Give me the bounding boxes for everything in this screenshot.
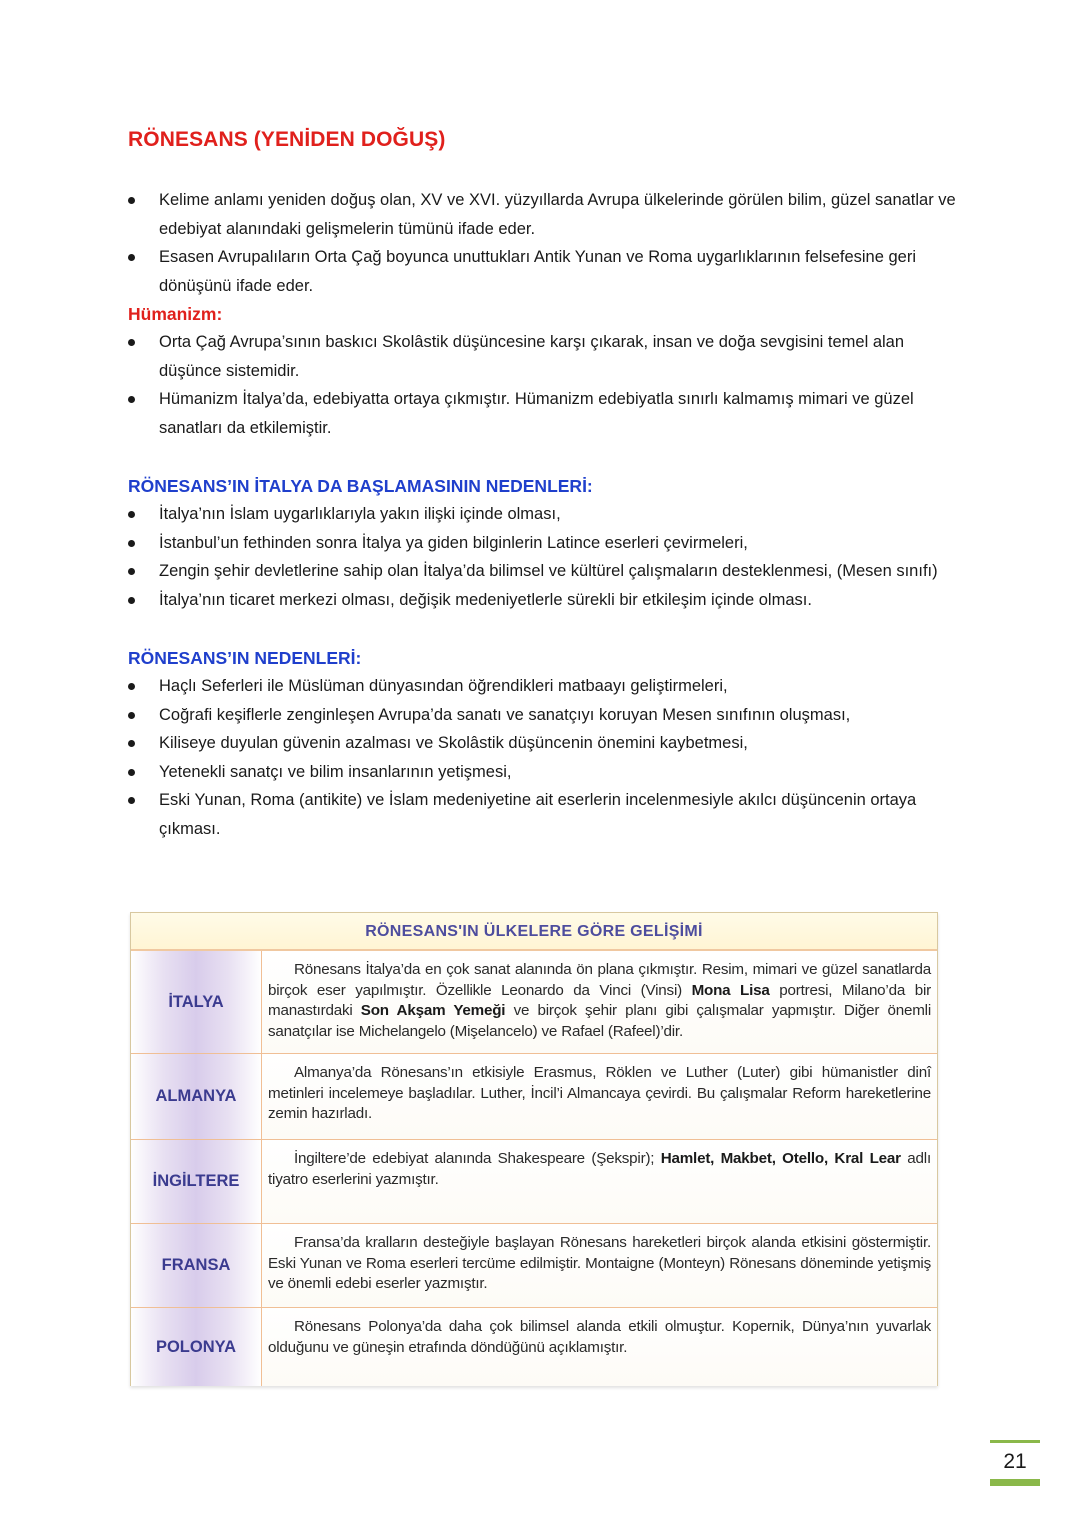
- list-item: İtalya’nın ticaret merkezi olması, değişik medeniyetlerle sürekli bir etkileşim içinde olması.: [128, 586, 958, 615]
- country-description: [262, 1308, 937, 1386]
- table-row: [131, 951, 937, 1054]
- list-item: Orta Çağ Avrupa’sının baskıcı Skolâstik düşüncesine karşı çıkarak, insan ve doğa sevgisini temel alan düşünce sistemidir.: [128, 328, 958, 385]
- page-number: 21: [990, 1440, 1040, 1486]
- emphasized-text: Hamlet, Makbet, Otello, Kral Lear: [660, 1150, 901, 1167]
- humanism-list: [128, 328, 958, 442]
- emphasized-text: Son Akşam Yemeği: [360, 1002, 506, 1019]
- description-text: İngiltere’de edebiyat alanında Shakespeare (Şekspir);: [294, 1150, 661, 1167]
- table-row: [131, 1054, 937, 1140]
- emphasized-text: Mona Lisa: [691, 981, 770, 999]
- list-item: Coğrafi keşiflerle zenginleşen Avrupa’da sanatı ve sanatçıyı koruyan Mesen sınıfının oluşması,: [128, 701, 958, 730]
- reasons-list: [128, 672, 958, 843]
- list-item: Kelime anlamı yeniden doğuş olan, XV ve XVI. yüzyıllarda Avrupa ülkelerinde görülen bilim, güzel sanatlar ve edebiyat alanındaki gelişmelerin tümünü ifade eder.: [128, 186, 958, 243]
- country-label: POLONYA: [131, 1308, 262, 1386]
- description-text: Rönesans Polonya’da daha çok bilimsel alanda etkili olmuştur. Kopernik, Dünya’nın yuvarlak olduğunu ve güneşin etrafında döndüğünü açıklamıştır.: [268, 1318, 931, 1356]
- italy-reasons-list: [128, 500, 958, 614]
- list-item: İtalya’nın İslam uygarlıklarıyla yakın ilişki içinde olması,: [128, 500, 958, 529]
- list-item: Esasen Avrupalıların Orta Çağ boyunca unuttukları Antik Yunan ve Roma uygarlıklarının felsefesine geri dönüşünü ifade eder.: [128, 243, 958, 300]
- humanism-heading: Hümanizm:: [128, 304, 223, 324]
- list-item: Eski Yunan, Roma (antikite) ve İslam medeniyetine ait eserlerin incelenmesiyle akılcı düşüncenin ortaya çıkması.: [128, 786, 958, 843]
- table-title: RÖNESANS'IN ÜLKELERE GÖRE GELİŞİMİ: [131, 913, 937, 951]
- country-description: [262, 1224, 937, 1307]
- table-row: [131, 1308, 937, 1386]
- description-text: Fransa’da kralların desteğiyle başlayan Rönesans hareketleri birçok alanda etkisini göstermiştir. Eski Yunan ve Roma eserleri tercüme edilmiştir. Montaigne (Monteyn) Rönesans döneminde yetişmiş ve önemli edebi eserler yazmıştır.: [268, 1234, 931, 1292]
- intro-list: [128, 186, 958, 300]
- country-description: [262, 951, 937, 1053]
- list-item: Hümanizm İtalya’da, edebiyatta ortaya çıkmıştır. Hümanizm edebiyatla sınırlı kalmamış mimari ve güzel sanatları da etkilemiştir.: [128, 385, 958, 442]
- description-text: adlı tiyatro eserlerini yazmıştır.: [268, 1150, 931, 1188]
- list-item: Zengin şehir devletlerine sahip olan İtalya’da bilimsel ve kültürel çalışmaların desteklenmesi, (Mesen sınıfı): [128, 557, 958, 586]
- list-item: Yetenekli sanatçı ve bilim insanlarının yetişmesi,: [128, 758, 958, 787]
- country-label: İTALYA: [131, 951, 262, 1053]
- country-description: [262, 1140, 937, 1223]
- italy-reasons-heading: RÖNESANS’IN İTALYA DA BAŞLAMASININ NEDENLERİ:: [128, 476, 593, 496]
- page-content: [128, 128, 958, 843]
- table-row: [131, 1140, 937, 1224]
- description-text: Rönesans İtalya’da en çok sanat alanında ön plana çıkmıştır. Resim, mimari ve güzel sanatlarda birçok eser yapılmıştır. Özellikle Leonardo da Vinci (Vinsi): [268, 961, 931, 999]
- country-label: İNGİLTERE: [131, 1140, 262, 1223]
- table-row: [131, 1224, 937, 1308]
- description-text: Almanya’da Rönesans’ın etkisiyle Erasmus, Röklen ve Luther (Luter) gibi hümanistler dinî metinleri incelemeye başladılar. Luther, İncil’i Almancaya çevirdi. Bu çalışmalar Reform hareketlerine zemin hazırladı.: [268, 1064, 931, 1122]
- description-text: portresi, Milano’da bir manastırdaki: [268, 981, 931, 1019]
- list-item: Haçlı Seferleri ile Müslüman dünyasından öğrendikleri matbaayı geliştirmeleri,: [128, 672, 958, 701]
- country-description: [262, 1054, 937, 1139]
- country-label: ALMANYA: [131, 1054, 262, 1139]
- page-title: RÖNESANS (YENİDEN DOĞUŞ): [128, 128, 446, 151]
- list-item: İstanbul’un fethinden sonra İtalya ya giden bilginlerin Latince eserleri çevirmeleri,: [128, 529, 958, 558]
- renaissance-countries-table: [130, 912, 938, 1386]
- reasons-heading: RÖNESANS’IN NEDENLERİ:: [128, 648, 362, 668]
- description-text: ve birçok şehir planı gibi çalışmalar yapmıştır. Diğer önemli sanatçılar ise Michelangelo (Mişelancelo) ve Rafael (Rafeel)’dir.: [268, 1002, 931, 1040]
- country-label: FRANSA: [131, 1224, 262, 1307]
- list-item: Kiliseye duyulan güvenin azalması ve Skolâstik düşüncenin önemini kaybetmesi,: [128, 729, 958, 758]
